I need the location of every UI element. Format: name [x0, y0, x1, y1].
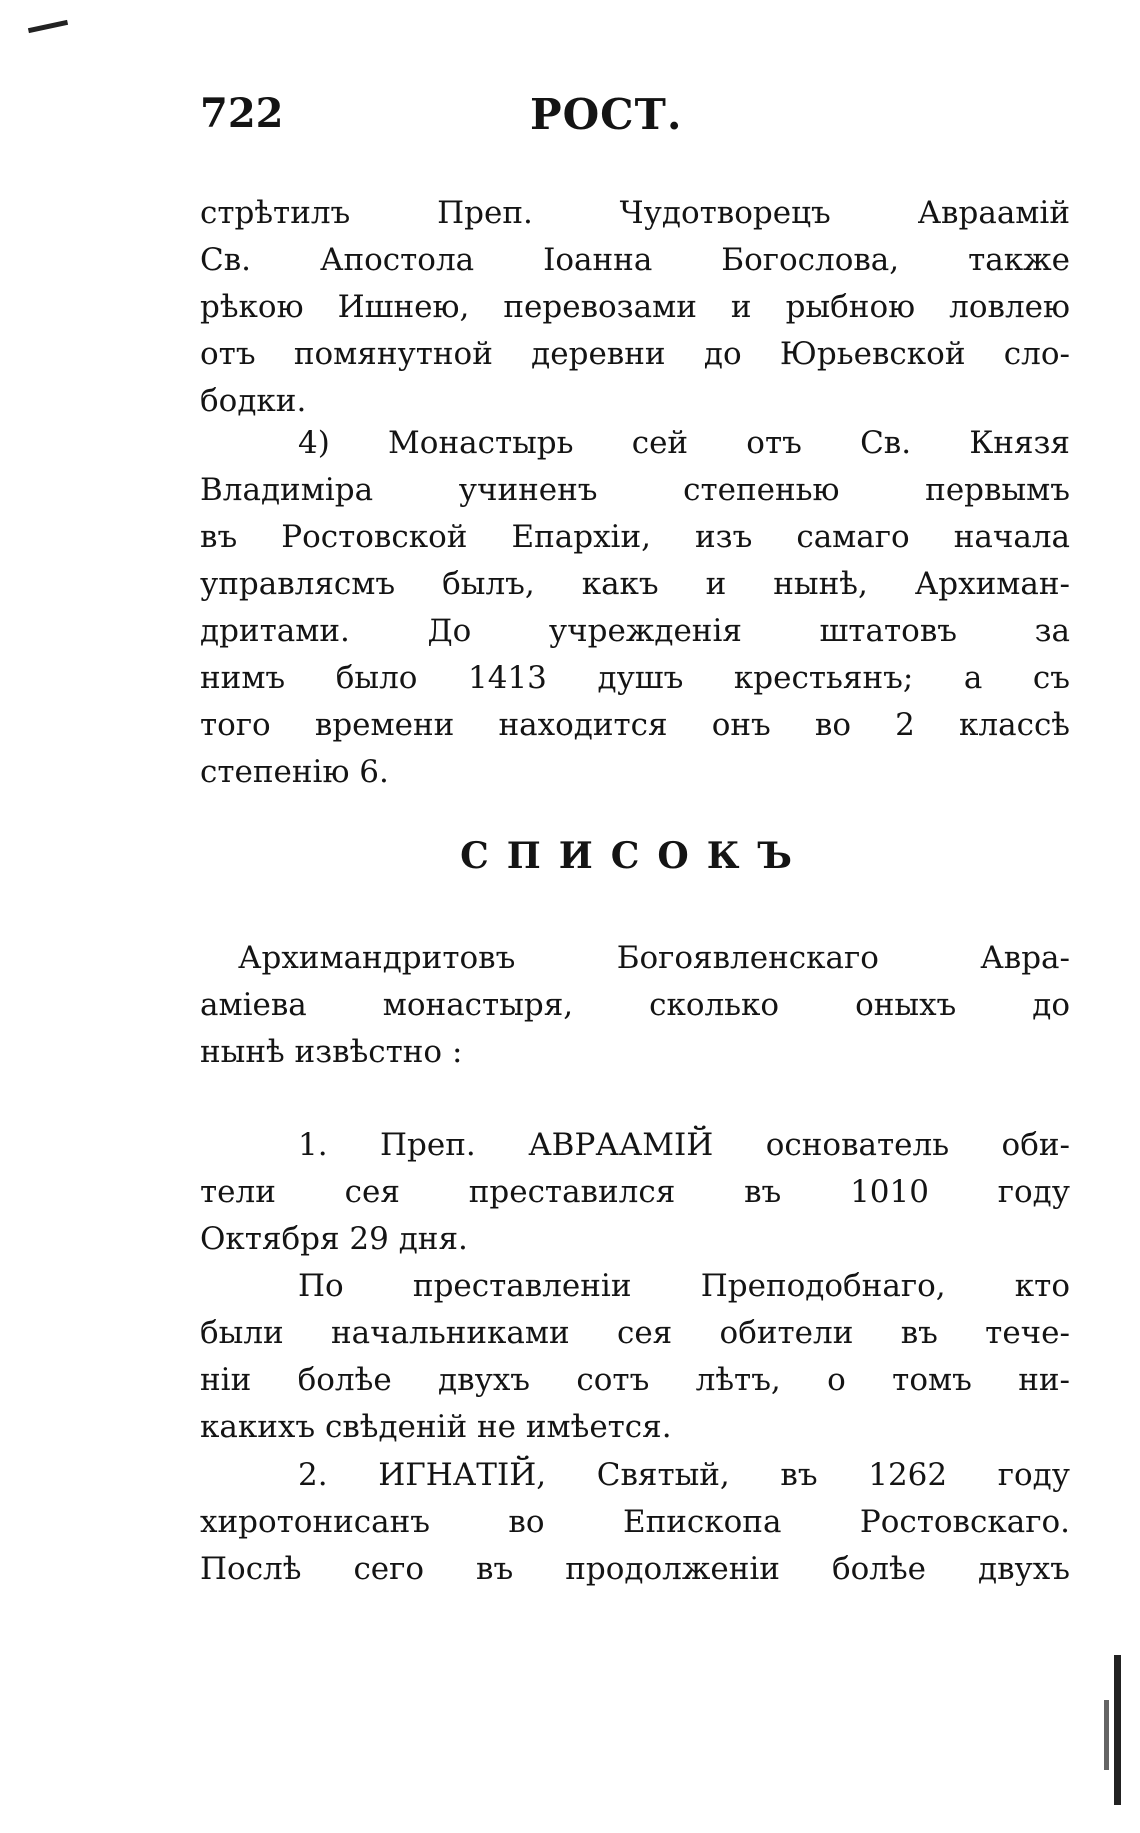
- text-line: въ Ростовской Епархіи, изъ самаго начала: [200, 519, 1070, 555]
- text-line: Св. Апостола Іоанна Богослова, также: [200, 242, 1070, 278]
- text-line: нимъ было 1413 душъ крестьянъ; а съ: [200, 660, 1070, 696]
- text-line: Октября 29 дня.: [200, 1221, 468, 1257]
- text-line: Владиміра учиненъ степенью первымъ: [200, 472, 1070, 508]
- running-head: РОСТ.: [530, 90, 683, 139]
- text-line: дритами. До учрежденія штатовъ за: [200, 613, 1070, 649]
- scan-mark: [1104, 1700, 1109, 1770]
- text-line: аміева монастыря, сколько оныхъ до: [200, 987, 1070, 1023]
- text-line: Архимандритовъ Богоявленскаго Авра-: [238, 940, 1070, 976]
- scan-mark: [28, 20, 68, 33]
- page-header: [200, 90, 1070, 150]
- scan-mark: [1114, 1655, 1121, 1805]
- entry-2: [200, 1452, 1070, 1593]
- text-line: 2. ИГНАТІЙ, Святый, въ 1262 году: [298, 1457, 1070, 1493]
- text-line: 1. Преп. АВРААМІЙ основатель оби-: [298, 1127, 1070, 1163]
- text-line: были начальниками сея обители въ тече-: [200, 1315, 1070, 1351]
- text-line: отъ помянутной деревни до Юрьевской сло-: [200, 336, 1070, 372]
- text-line: рѣкою Ишнею, перевозами и рыбною ловлею: [200, 289, 1070, 325]
- text-line: Послѣ сего въ продолженіи болѣе двухъ: [200, 1551, 1070, 1587]
- text-line: стрѣтилъ Преп. Чудотворецъ Авраамій: [200, 195, 1070, 231]
- text-line: 4) Монастырь сей отъ Св. Князя: [298, 425, 1070, 461]
- entry-1: [200, 1122, 1070, 1263]
- text-line: управлясмъ былъ, какъ и нынѣ, Архиман-: [200, 566, 1070, 602]
- text-line: тели сея преставился въ 1010 году: [200, 1174, 1070, 1210]
- text-line: хиротонисанъ во Епископа Ростовскаго.: [200, 1504, 1070, 1540]
- list-intro: [200, 935, 1070, 1076]
- text-line: степенію 6.: [200, 754, 389, 790]
- text-line: По преставленіи Преподобнаго, кто: [298, 1268, 1070, 1304]
- text-line: бодки.: [200, 383, 307, 419]
- text-line: ніи болѣе двухъ сотъ лѣтъ, о томъ ни-: [200, 1362, 1070, 1398]
- paragraph-2: [200, 420, 1070, 796]
- page-number: 722: [200, 90, 284, 137]
- text-line: нынѣ извѣстно :: [200, 1034, 463, 1070]
- text-line: того времени находится онъ во 2 классѣ: [200, 707, 1070, 743]
- paragraph-1: [200, 190, 1070, 425]
- entry-1-note: [200, 1263, 1070, 1451]
- section-heading: СПИСОКЪ: [460, 835, 810, 877]
- text-line: какихъ свѣденій не имѣется.: [200, 1409, 672, 1445]
